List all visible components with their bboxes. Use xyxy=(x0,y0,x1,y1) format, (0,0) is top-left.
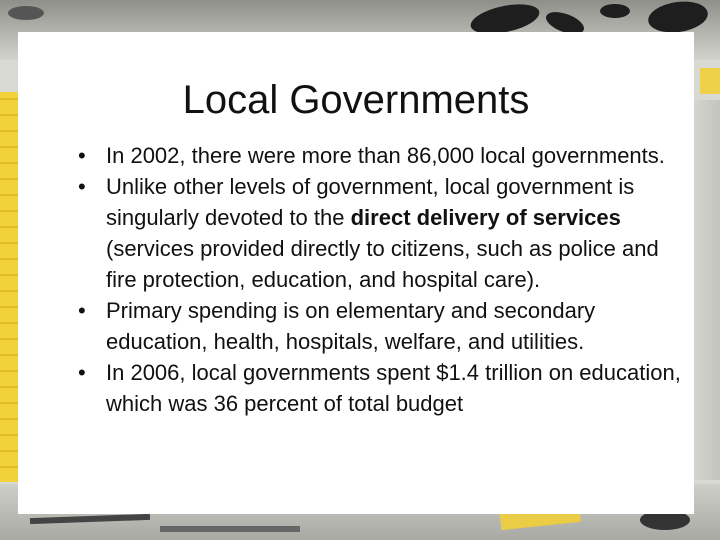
bullet-text: Primary spending is on elementary and secondary education, health, hospitals, welfare, and utilities. xyxy=(106,298,596,354)
background-stripe xyxy=(160,526,300,532)
bullet-text: (services provided directly to citizens, such as police and fire protection, education, and hospital care). xyxy=(106,236,659,292)
background-right-band xyxy=(692,100,720,480)
yellow-tape-patch xyxy=(700,68,720,94)
bullet-item xyxy=(70,357,690,419)
bullet-icon: • xyxy=(78,298,86,323)
bullet-text: In 2006, local governments spent $1.4 trillion on education, which was 36 percent of total budget xyxy=(106,360,681,416)
bullet-list xyxy=(70,140,690,419)
bullet-item xyxy=(70,171,690,295)
bullet-icon: • xyxy=(78,360,86,385)
bullet-emphasis: direct delivery of services xyxy=(350,205,621,230)
ink-splatter xyxy=(600,4,630,18)
bullet-icon: • xyxy=(78,143,86,168)
bullet-item xyxy=(70,140,690,171)
bullet-text: In 2002, there were more than 86,000 local governments. xyxy=(106,143,665,168)
slide-title: Local Governments xyxy=(182,78,530,122)
bullet-text: Unlike other levels of government, local government is singularly devoted to the xyxy=(106,174,635,230)
slide-content-card xyxy=(18,32,694,514)
bullet-item xyxy=(70,295,690,357)
ink-splatter xyxy=(8,6,44,20)
bullet-icon: • xyxy=(78,174,86,199)
